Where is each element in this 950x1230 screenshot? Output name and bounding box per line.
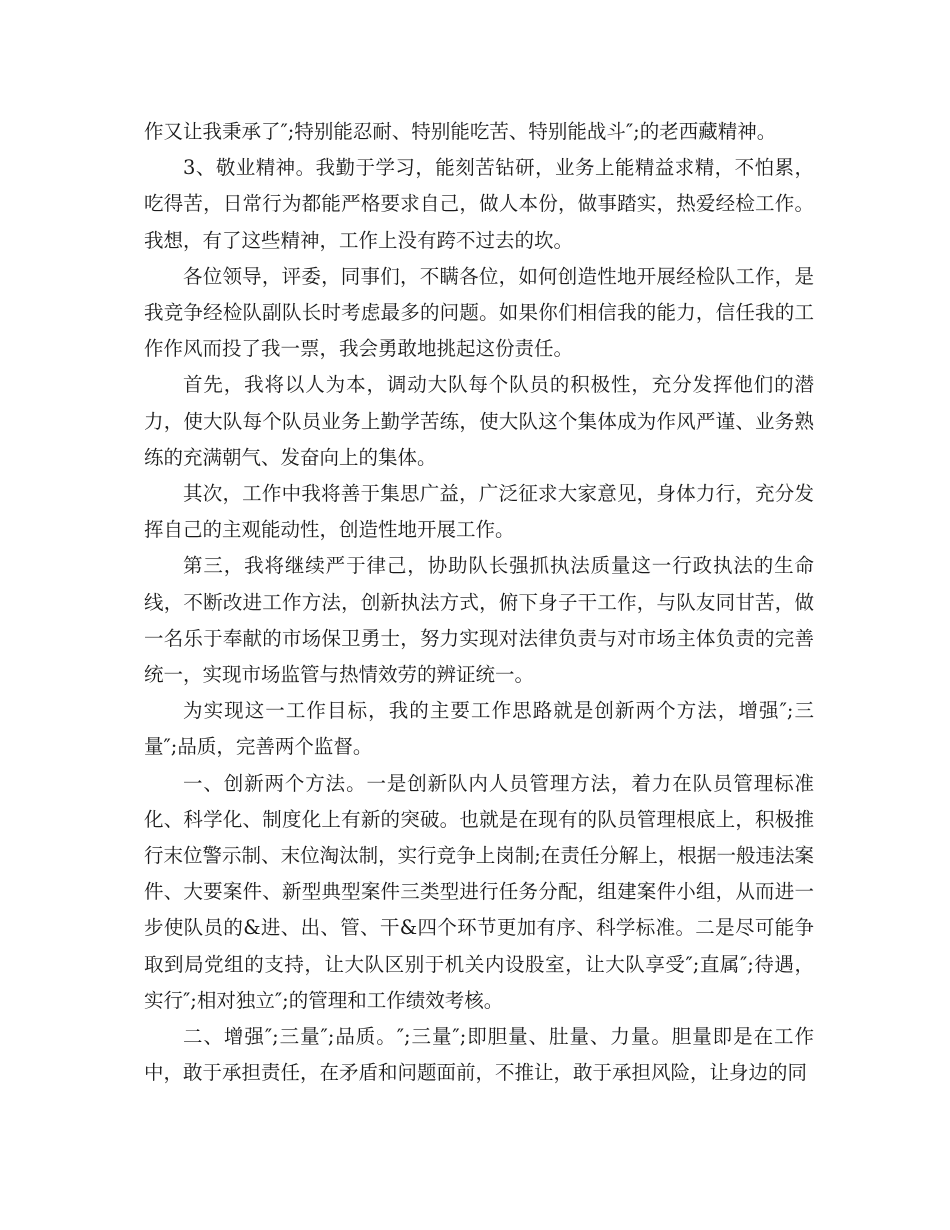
paragraph-8: 一、创新两个方法。一是创新队内人员管理方法，着力在队员管理标准化、科学化、制度化上有新的突破。也就是在现有的队员管理根底上，积极推行末位警示制、末位淘汰制，实行竞争上岗制;在责任分解上，根据一般违法案件、大要案件、新型典型案件三类型进行任务分配，组建案件小组，从而进一步使队员的&进、出、管、干&四个环节更加有序、科学标准。二是尽可能争取到局党组的支持，让大队区别于机关内设股室，让大队享受″;直属″;待遇，实行″;相对独立″;的管理和工作绩效考核。 — [144, 771, 814, 1012]
paragraph-4: 首先，我将以人为本，调动大队每个队员的积极性，充分发挥他们的潜力，使大队每个队员业务上勤学苦练，使大队这个集体成为作风严谨、业务熟练的充满朝气、发奋向上的集体。 — [144, 373, 814, 469]
paragraph-7: 为实现这一工作目标，我的主要工作思路就是创新两个方法，增强″;三量″;品质，完善两个监督。 — [144, 699, 814, 759]
paragraph-5: 其次，工作中我将善于集思广益，广泛征求大家意见，身体力行，充分发挥自己的主观能动性，创造性地开展工作。 — [144, 482, 814, 542]
paragraph-3: 各位领导，评委，同事们，不瞒各位，如何创造性地开展经检队工作，是我竞争经检队副队长时考虑最多的问题。如果你们相信我的能力，信任我的工作作风而投了我一票，我会勇敢地挑起这份责任。 — [144, 264, 814, 361]
paragraph-6: 第三，我将继续严于律己，协助队长强抓执法质量这一行政执法的生命线，不断改进工作方法，创新执法方式，俯下身子干工作，与队友同甘苦，做一名乐于奉献的市场保卫勇士，努力实现对法律负责与对市场主体负责的完善统一，实现市场监管与热情效劳的辨证统一。 — [144, 554, 814, 687]
paragraph-1: 作又让我秉承了″;特别能忍耐、特别能吃苦、特别能战斗″;的老西藏精神。 — [144, 120, 777, 143]
paragraph-2: 3、敬业精神。我勤于学习，能刻苦钻研，业务上能精益求精，不怕累，吃得苦，日常行为都能严格要求自己，做人本份，做事踏实，热爱经检工作。我想，有了这些精神，工作上没有跨不过去的坎。 — [144, 156, 814, 252]
document-body — [144, 114, 814, 1091]
paragraph-9: 二、增强″;三量″;品质。″;三量″;即胆量、肚量、力量。胆量即是在工作中，敢于承担责任，在矛盾和问题面前，不推让，敢于承担风险，让身边的同 — [144, 1025, 814, 1085]
